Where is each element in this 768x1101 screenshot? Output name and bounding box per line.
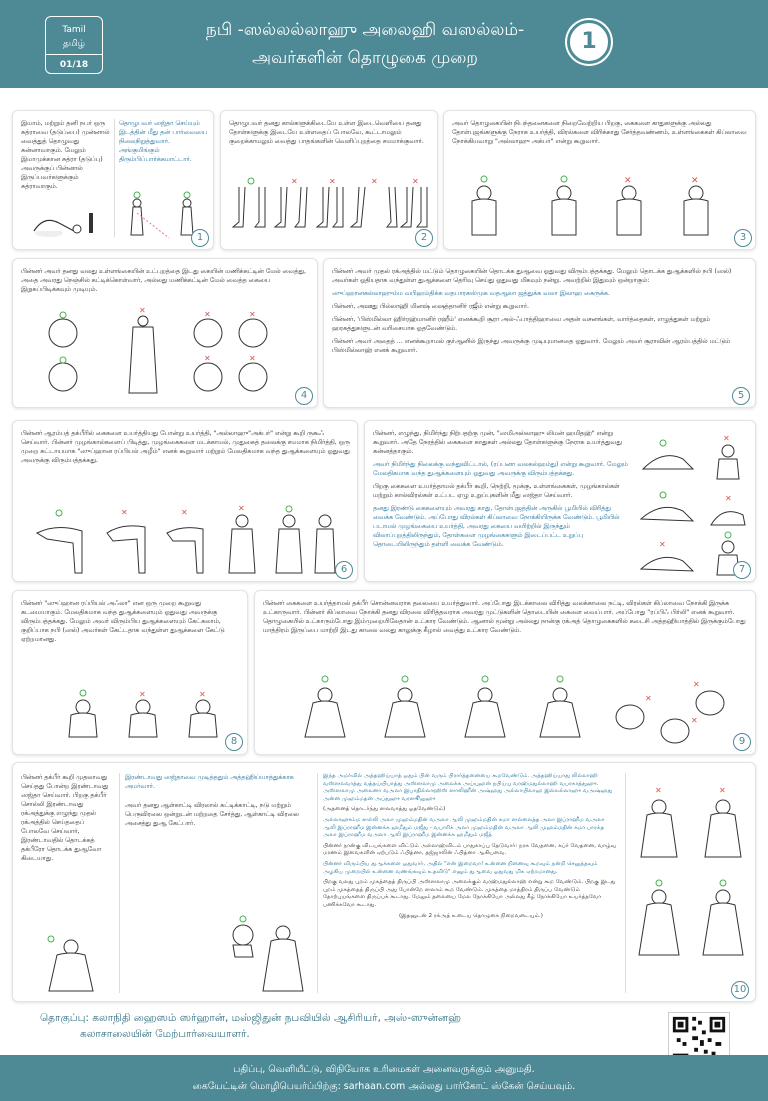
tashahhud-illustration [213, 913, 313, 997]
svg-text:✕: ✕ [719, 786, 726, 795]
svg-text:✕: ✕ [181, 508, 188, 517]
panel-5-number: 5 [732, 387, 750, 405]
panel-4-number: 4 [295, 387, 313, 405]
footer-bar [0, 1055, 768, 1101]
panel-9-number: 9 [733, 733, 751, 751]
credit-line2: கலாசாலையின் மேற்பார்வையாளர். [80, 1028, 250, 1040]
svg-text:✕: ✕ [291, 177, 298, 186]
page-title [150, 16, 580, 72]
panel-4-text: பின்னர் அவர் தனது வலது உள்ளங்கையின் உட்புறத்தை இடது கையின் மணிக்கட்டின் மேல் வைத்து, அதை அவரது நெஞ்சில் கட்டிக்கொள்வார், அல்லது மணிக்கட்டின் மேல் வைத்த கையை இறுகப்பிடிக்கவும் முடியும். [21, 268, 307, 293]
panel-7-para1: பின்னர், எழுந்து, நிமிர்ந்து நிற்பதற்கு முன், "ஸமிஅல்லாஹு லிமன் ஹமிதஹ்" என்று கூறுவார். அதே நேரத்தில் கைகளை காதுகள் அல்லது தோள்களுக்கு நேராக உயர்த்துவது சுன்னத்தாகும். [373, 430, 622, 455]
svg-text:✕: ✕ [659, 540, 666, 549]
panel-10-number: 10 [731, 981, 749, 999]
divider [119, 773, 120, 993]
panel-10-col3-g: (இதனுடன் 2 ரக்அத் உடைய தொழுகை நிறைவடையும்.) [399, 912, 543, 919]
credit-line1: தொகுப்பு: கலாநிதி ஹைஸம் ஸர்ஹான், மஸ்ஜிதுன் நபவியில் ஆசிரியர், அஸ்-ஸுன்னஹ் [40, 1012, 461, 1024]
language-badge [45, 16, 103, 74]
panel-7-text [373, 429, 628, 553]
panel-1 [12, 110, 214, 250]
bowing-illustration [27, 503, 337, 579]
panel-5-para1: பின்னர் அவர் முதல் ரக்அத்தில் மட்டும் தொழுகையின் தொடக்க துஆவை ஓதுவது விரும்பத்தக்கது. மேலும் தொடக்க துஆக்களில் நபி (ஸல்) அவர்கள் ஓதியதாக வந்துள்ள துஆக்களை தெரிவு செய்து ஓதுவது மிகவும் நன்று. அவற்றில் இதுவும் ஒன்றாகும்: [332, 268, 732, 284]
panel-2-number: 2 [415, 229, 433, 247]
svg-text:✕: ✕ [691, 716, 698, 725]
panel-5-para5: பின்னர் அவர் அதைத் ... எனக்கூறாமல் குர்ஆனில் இருந்து அவருக்கு முடியுமானதை ஓதுவார். மேலும் அவர் சூராவின் ஆரம்பத்தில் மட்டும் பிஸ்மில்லாஹ் எனக் கூறுவார். [332, 338, 731, 354]
panel-10-col3 [323, 773, 619, 924]
divider [625, 773, 626, 993]
svg-text:✕: ✕ [723, 434, 730, 443]
svg-text:✕: ✕ [238, 504, 245, 513]
panel-1-text-right: தொழுபவர் ஸஜ்தா செய்யும் இடத்தின் மீது தன் பார்வையை நிலைநிறுத்துவார். அங்குமிங்கும் திரும்பிப்பார்க்கமாட்டார். [119, 120, 207, 163]
panel-6 [12, 420, 358, 582]
sujood-position-illustration [53, 687, 233, 743]
second-sujood-illustration [31, 933, 111, 997]
panel-10-col3-a: இந்த அமர்வில் அத்தஹிய்யாத் ஓதும் பின் வரும் பிரார்த்தனையை கூறவேண்டும். அத்தஹிய்யாது லில்லாஹி வஸ்ஸலவாத்து வத்தய்யிபாத்து அஸ்ஸலாமு அலைக்க அய்யுஹன் நபிய்யு வரஹ்மதுல்லாஹி வபரகாத்துஹு. அஸ்ஸலாமு அலைனா வஅலா இபாதில்லாஹிஸ் ஸாலிஹீன் அஷ்ஹது அல்லாயிலாஹ இல்லல்லாஹு வஅஷ்ஹது அன்ன முஹம்மதன் அப்துஹு வரஸூலுஹு [323, 773, 613, 802]
panel-2 [220, 110, 438, 250]
hand-placement-illustration [33, 306, 283, 403]
panel-10-col3-b: (அதனைத் தொடர்ந்து ஸலவாத்து ஓதவேண்டும்) [323, 806, 446, 813]
panel-7 [364, 420, 756, 582]
panel-10-col3-d: பின்னர் நான்கு விடயங்களை விட்டும் அல்லாஹ்விடம் பாதுகாப்பு தேடுவார்: நரக வேதனை, கப்ர் வேதனை, வாழ்வு மரணம் இவைகளின் ஏற்படும் ஃபித்னா, தஜ்ஜாலின் ஃபித்னா ஆகியவை. [323, 842, 616, 857]
divider [317, 773, 318, 993]
panel-10-col2-a: இரண்டாவது ஸஜ்தாவை முடித்ததும் அத்தஹிய்யாத்துக்காக அமர்வார். [125, 774, 294, 790]
panel-1-text-left: இமாம், மற்றும் தனி நபர் ஒரு சுத்ராவை (தடுப்பை) முன்னால் வைத்துத் தொழுவது சுன்னாவாகும். மேலும் இமாமுக்கான சுத்ரா (தடுப்பு) அவருக்குப் பின்னால் இருப்பவர்களுக்கும் சுத்ராவாகும். [21, 120, 110, 190]
panel-5-para4: பின்னர், 'பிஸ்மில்லா ஹிர்ரஹ்மானிர் ரஹீம்' எனக்கூறி சூரா அல்-ஃபாத்திஹாவை அதன் வசனங்கள், வார்த்தைகள், எழுத்துகள் மற்றும் ஹரகத்துகளுடன் வரிசையாக ஓதவேண்டும். [332, 316, 711, 332]
svg-text:✕: ✕ [249, 354, 256, 363]
svg-text:✕: ✕ [199, 690, 206, 699]
svg-text:✕: ✕ [371, 177, 378, 186]
panel-5-text [332, 267, 748, 359]
panel-10 [12, 762, 756, 1002]
svg-text:✕: ✕ [655, 786, 662, 795]
compiler-credit [40, 1010, 640, 1042]
panel-6-text: பின்னர் ஆரம்பத் தக்பீரில் கைகளை உயர்த்தியது போன்று உயர்த்தி, "அல்லாஹு"அக்பர்" என்று கூறி ருகூஃ செய்வார். பின்னர் முழங்கால்களைப் பிடித்து, முழங்கைகளை மடக்காமல், முதுகைத் தலைக்கு சமமாக நிமிர்த்தி, ஒரு முறை கட்டாயமாக "ஸுப்ஹான ரப்பியல் அழீம்" எனக் கூறுவார் மற்றும் மேலதிகமாக வந்த துஆக்களையும் ஓதுவது அவருக்கு விரும்பத்தக்கது. [21, 430, 350, 464]
svg-text:✕: ✕ [645, 694, 652, 703]
page-code: 01/18 [46, 54, 102, 72]
panel-5-para3: பின்னர், அஊது பில்லாஹி மினஷ் ஷைத்தானிர் ரஜீம் என்று கூறுவார். [332, 303, 529, 310]
sitting-positions-illustration [631, 777, 751, 977]
svg-text:✕: ✕ [329, 177, 336, 186]
panel-1-number: 1 [191, 229, 209, 247]
sujood-illustration [633, 429, 751, 579]
panel-6-number: 6 [335, 561, 353, 579]
prostration-illustration [19, 193, 209, 243]
svg-text:✕: ✕ [139, 306, 146, 315]
svg-text:✕: ✕ [204, 310, 211, 319]
panel-7-para3: பிறகு கைகளை உயர்த்தாமல் தக்பீர் கூறி, நெற்றி, மூக்கு, உள்ளங்கைகள், முழங்கால்கள் மற்றும் கால்விரல்கள் உட்பட ஏழு உறுப்புகளின் மீது ஸஜ்தா செய்வார். [373, 483, 620, 499]
panel-9-text: பின்னர் கைகளை உயர்த்தாமல் தக்பீர் சொன்னவராக தலையை உயர்த்துவார். அப்போது இடக்காலை விரித்து வலக்காலை நட்டி, விரல்கள் கிப்லாவை நோக்கி இருக்க உட்காருவார். பின்னர் கிப்லாவை நோக்கி தனது விரலை விரித்தவராக அவரது முட்டுகளின் தொடையின் கைளை வைப்பார். அப்போது "ரப்பிஃ பிர்லி" எனக் கூறுவார். தொழுகையில் உட்காரும்போது இம்முறையிலேதான் உட்கார வேண்டும். ஆனால் மூன்று அல்லது நான்கு ரக்அத் தொழுகைகளில் கடைசி அத்தஹியாத்தில் இருக்கும்போது மாத்திரம் இருப்பை மாற்றி இடது காலை வலது காலுக்கு கீழால் வைத்து உட்கார வேண்டும். [263, 600, 746, 634]
page-number-badge: 1 [567, 20, 611, 64]
panel-10-col3-c: அல்லாஹும்ம ஸல்லி அலா முஹம்மதின் வஅலா ஆலி முஹம்மதின் கமா ஸல்லைத்த அலா இப்ராஹீம வஅலா ஆலி இப்ராஹீம இன்னக்க ஹமீதும் மஜீது - வபாரிக் அலா முஹம்மதின் வஅலா ஆலி முஹம்மதின் கமா பாரக்த அலா இப்ராஹீம வஅலா ஆலி இப்ராஹீம இன்னக்க ஹமீதும் மஜீத் [323, 816, 605, 839]
svg-text:✕: ✕ [139, 690, 146, 699]
sitting-illustration [295, 667, 735, 747]
svg-text:✕: ✕ [725, 494, 732, 503]
language-label: Tamil [62, 25, 86, 35]
panel-3 [443, 110, 756, 250]
panel-8 [12, 590, 248, 755]
panel-2-text: தொழுபவர் தனது கால்களுக்கிடையே உள்ள இடைவெளியை தனது தோள்களுக்கு இடையே உள்ளதைப் போலவே, கூட்டாமலும் குறைக்காமலும் வைத்து பாதங்களின் வெளிப்புறத்தை சமமாக்குவார். [229, 120, 424, 145]
panel-7-para4: தனது இரண்டு கைகளையும் அவரது காது, தோள்புஜத்தின் அருகில் பூமியில் விரித்து வைக்க வேண்டும். அப்போது விரல்கள் கிப்லாவை நோக்கியிருக்க வேண்டும். பூமியில் படாமல் முழங்கையை உயர்த்தி, அவரது கையை வயிற்றில் இருந்தும் விலாப்புறத்திலிருந்தும், தோள்களை முழங்கைகளும் இடைப்பட்ட உறுப்பு தொடையிலிருந்தும் தள்ளி வைக்க வேண்டும். [373, 505, 620, 548]
language-native: தமிழ் [63, 39, 85, 49]
svg-text:✕: ✕ [624, 176, 632, 186]
panel-7-number: 7 [733, 561, 751, 579]
panel-10-col3-e: பின்னர் விரும்பிய துஆக்களை ஓதுவார், அதில் "என் இறைவா! உன்னை நினைவு கூறவும் நன்றி செலுத்தவும் அழகிய முறையில் உன்னை வணங்கவும் உதவிடு" எனும் துஆவை ஓதுவது மிக ஏற்றமானது. [323, 860, 598, 875]
panel-3-number: 3 [734, 229, 752, 247]
raising-hands-illustration [454, 173, 724, 243]
title-line1: நபி -ஸல்லல்லாஹு அலைஹி வஸல்லம்- [205, 20, 525, 40]
panel-5-para2: ஸுப்ஹானகல்லாஹும்ம வபிஹம்திக்க வதபாரகஸ்முக வதஆலா ஜத்துக்க வலா இலாஹ கைருக்க. [332, 290, 610, 297]
panel-9 [254, 590, 756, 755]
panel-8-number: 8 [225, 733, 243, 751]
title-line2: அவர்களின் தொழுகை முறை [252, 48, 478, 68]
panel-10-col2 [125, 773, 311, 832]
panel-8-text: பின்னர் "ஸுப்ஹான ரப்பியல் அஃலா" என ஒரு முறை கூறுவது கடமையாகும். மேலதிகமாக வந்த துஆக்களையும் ஓதுவது அவருக்கு விரும்பத்தக்கது. மேலும் அவர் விரும்பிய துஆக்களையும் கேட்கலாம், குறிப்பாக நபி (ஸல்) அவர்கள் கேட்டதாக வந்துள்ள துஆக்களை கேட்டு ஏற்றமானது. [21, 600, 225, 643]
panel-5 [323, 258, 756, 408]
svg-text:✕: ✕ [121, 508, 128, 517]
rights-notice: பதிப்பு, வெளியீட்டு, விநியோக உரிமைகள் அனைவருக்கும் அனுமதி. [233, 1064, 535, 1075]
svg-text:✕: ✕ [691, 176, 699, 186]
feet-spacing-illustration [229, 177, 429, 237]
panel-10-col3-f: பிறகு வலது புறம் முகத்தைத் திருப்பி அஸ்ஸலாமு அலைக்கும் வரஹ்மதுல்லாஹ் என்று கூற வேண்டும். பிறகு இடது புறம் முகத்தைத் திருப்பி அது போன்றே ஸலாம் கூற வேண்டும். முகத்தை மாத்திரம் திருப்ப வேண்டும் தோற்புயங்களை திருப்பக் கூடாது. மேலும் தலையை மேல நோக்கியோ அல்லது கீழ் நோக்கியோ உயர்த்தவோ பணிக்கவோ கூடாது. [323, 879, 616, 908]
svg-text:✕: ✕ [693, 680, 700, 689]
panel-10-col2-b: அவர் தனது ஆள்காட்டி விரலால் சுட்டிக்காட்டி, நடு மற்றும் பெருவிரலை ஒன்றுடன் மற்றதை சேர்த்து, ஆள்காட்டி விரலை அசைத்து துஆ கேட்பார். [125, 802, 299, 827]
panel-3-text: அவர் தொழுகையின் நிபந்தனைகளை நிறைவேற்றிய பிறகு, கைகளை காதுகளுக்கு அல்லது தோள்புஜங்களுக்கு நேராக உயர்த்தி, விரல்களை விரிக்காது சேர்த்தவண்ணம், உள்ளங்கைகள் கிப்லாவை நோக்கியவாறு "அல்லாஹு அக்பர்" என்று கூறுவார். [452, 120, 747, 145]
header [0, 0, 768, 88]
svg-text:✕: ✕ [249, 310, 256, 319]
svg-text:✕: ✕ [412, 177, 419, 186]
panel-10-col1: பின்னர் தக்பீர் கூறி முதலாவது செய்தது போன்ற இரண்டாவது ஸஜ்தா செய்வார். பிறகு தக்பீர் சொல்லி இரண்டாவது ரக்அத்துக்கு எழுந்து முதல் ரக்அத்தில் செய்ததைப் போலவே செய்வார், இரண்டாவதில் தொடக்கத் தக்பீரோ தொடக்க துஆவோ கிடையாது. [21, 774, 109, 862]
panel-7-para2: அவர் நிமிர்ந்து நிலைக்கு வந்துவிட்டால், (ரப்பனா வலகல்ஹம்து) என்று கூறுவார். மேலும் மேலதிகமாக வந்த துஆக்களையும் ஓதுவது அவருக்கு விரும்பத்தக்கது. [373, 461, 628, 477]
panel-4 [12, 258, 318, 408]
translation-notice: கையேட்டின் மொழிபெயர்ப்பிற்கு: sarhaan.com அல்லது பார்கோட் ஸ்கேன் செய்யவும். [192, 1081, 576, 1092]
svg-text:✕: ✕ [204, 354, 211, 363]
